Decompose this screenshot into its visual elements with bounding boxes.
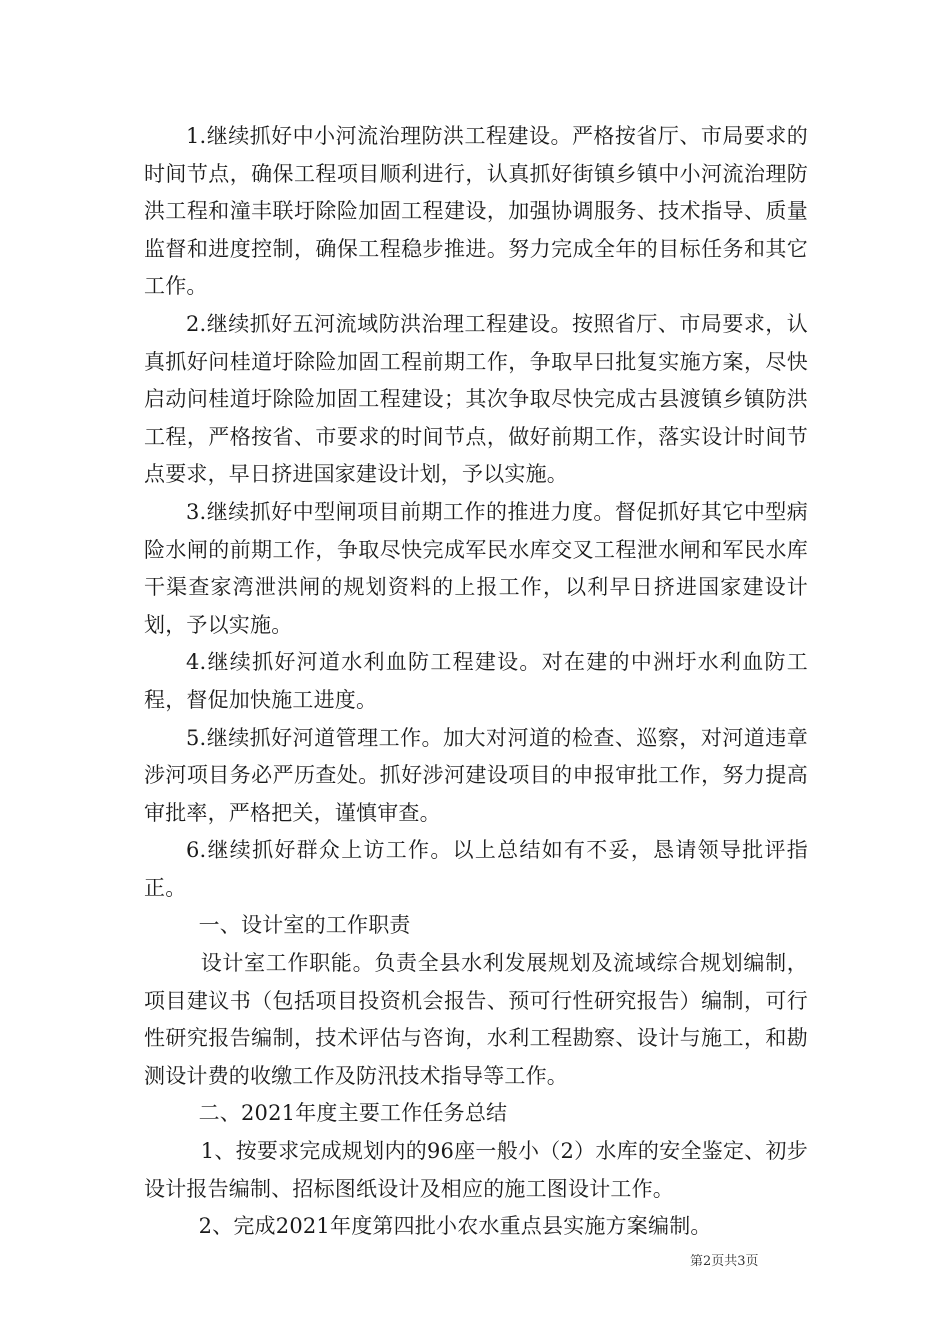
paragraph-item-6: 6.继续抓好群众上访工作。以上总结如有不妥，恳请领导批评指正。 xyxy=(144,838,808,900)
document-body xyxy=(144,118,808,1246)
summary-item-1: 1、按要求完成规划内的96座一般小（2）水库的安全鉴定、初步设计报告编制、招标图纸设计及相应的施工图设计工作。 xyxy=(144,1139,808,1201)
summary-item-2: 2、完成2021年度第四批小农水重点县实施方案编制。 xyxy=(198,1214,712,1239)
section-heading-annual-summary: 二、2021年度主要工作任务总结 xyxy=(198,1101,508,1126)
page-number-footer: 第2页共3页 xyxy=(690,1254,759,1269)
paragraph-item-1: 1.继续抓好中小河流治理防洪工程建设。严格按省厅、市局要求的时间节点，确保工程项目顺利进行，认真抓好街镇乡镇中小河流治理防洪工程和潼丰联圩除险加固工程建设，加强协调服务、技术指导、质量监督和进度控制，确保工程稳步推进。努力完成全年的目标任务和其它工作。 xyxy=(144,124,808,299)
paragraph-design-office-duties: 设计室工作职能。负责全县水利发展规划及流域综合规划编制，项目建议书（包括项目投资机会报告、预可行性研究报告）编制，可行性研究报告编制，技术评估与咨询，水利工程勘察、设计与施工，和勘测设计费的收缴工作及防汛技术指导等工作。 xyxy=(144,951,808,1088)
paragraph-item-5: 5.继续抓好河道管理工作。加大对河道的检查、巡察，对河道违章涉河项目务必严历查处。抓好涉河建设项目的申报审批工作，努力提高审批率，严格把关，谨慎审查。 xyxy=(144,725,808,825)
paragraph-item-3: 3.继续抓好中型闸项目前期工作的推进力度。督促抓好其它中型病险水闸的前期工作，争取尽快完成军民水库交叉工程泄水闸和军民水库干渠查家湾泄洪闸的规划资料的上报工作，以利早日挤进国家建设计划，予以实施。 xyxy=(144,499,808,637)
paragraph-item-2: 2.继续抓好五河流域防洪治理工程建设。按照省厅、市局要求，认真抓好问桂道圩除险加固工程前期工作，争取早曰批复实施方案，尽快启动问桂道圩除险加固工程建设；其次争取尽快完成古县渡镇乡镇防洪工程，严格按省、市要求的时间节点，做好前期工作，落实设计时间节点要求，早日挤进国家建设计划，予以实施。 xyxy=(144,311,808,487)
section-heading-design-office: 一、设计室的工作职责 xyxy=(198,913,411,938)
paragraph-item-4: 4.继续抓好河道水利血防工程建设。对在建的中洲圩水利血防工程，督促加快施工进度。 xyxy=(144,650,808,712)
